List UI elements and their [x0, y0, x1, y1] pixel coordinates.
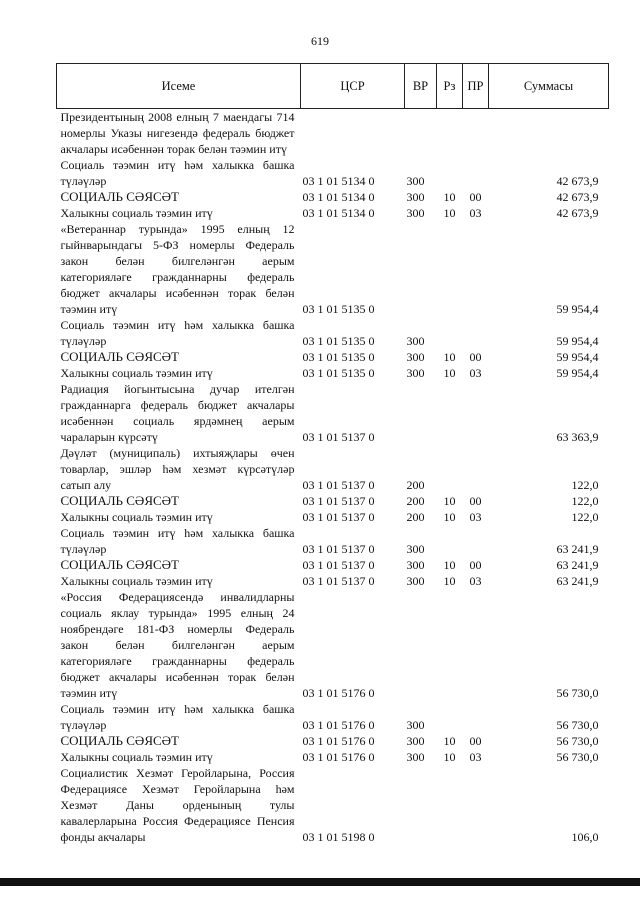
header-vr: ВР: [405, 64, 437, 109]
table-header: [57, 64, 609, 109]
cell-sum: 56 730,0: [556, 686, 599, 700]
cell-rz: [437, 445, 463, 493]
cell-pr: 03: [469, 750, 482, 764]
cell-vr: 300: [406, 334, 425, 348]
cell-vr: [405, 221, 437, 317]
table-row: [57, 733, 609, 749]
cell-pr: 03: [469, 206, 482, 220]
cell-csr: 03 1 01 5137 0: [302, 430, 375, 444]
cell-rz: 10: [443, 510, 456, 524]
cell-sum: 56 730,0: [556, 734, 599, 748]
cell-sum: [489, 109, 609, 158]
cell-vr: 300: [406, 542, 425, 556]
cell-pr: 03: [469, 510, 482, 524]
cell-sum: 59 954,4: [556, 334, 599, 348]
cell-rz: 10: [443, 734, 456, 748]
cell-csr: [301, 109, 405, 158]
cell-rz: 10: [443, 206, 456, 220]
cell-rz: 10: [443, 366, 456, 380]
cell-vr: 200: [406, 510, 425, 524]
cell-name: Халыкны социаль тәэмин итү: [60, 206, 213, 220]
cell-sum: 56 730,0: [556, 750, 599, 764]
cell-sum: 63 241,9: [556, 542, 599, 556]
cell-pr: [463, 317, 489, 349]
cell-csr: 03 1 01 5134 0: [302, 174, 375, 188]
cell-vr: 300: [406, 366, 425, 380]
cell-pr: [463, 525, 489, 557]
cell-csr: 03 1 01 5134 0: [302, 190, 375, 204]
cell-sum: 63 363,9: [556, 430, 599, 444]
table-row: [57, 701, 609, 733]
cell-csr: 03 1 01 5176 0: [302, 750, 375, 764]
cell-name: «Ветераннар турында» 1995 елның 12 гыйнварындагы 5-ФЗ номерлы Федераль закон белән билгеләнгән аерым категорияләге гражданнарны федераль бюджет акчалары исәбеннән торак белән тәэмин итү: [60, 222, 295, 316]
cell-rz: 10: [443, 574, 456, 588]
table-row: [57, 349, 609, 365]
cell-name: СОЦИАЛЬ СӘЯСӘТ: [60, 733, 179, 748]
cell-sum: 122,0: [571, 494, 599, 508]
cell-name: СОЦИАЛЬ СӘЯСӘТ: [60, 493, 179, 508]
cell-sum: 59 954,4: [556, 302, 599, 316]
scan-bottom-edge: [0, 878, 640, 886]
cell-rz: [437, 381, 463, 445]
cell-vr: 200: [406, 478, 425, 492]
cell-rz: [437, 317, 463, 349]
cell-sum: 42 673,9: [556, 206, 599, 220]
cell-csr: 03 1 01 5135 0: [302, 350, 375, 364]
cell-sum: 63 241,9: [556, 574, 599, 588]
table-row: [57, 765, 609, 845]
cell-pr: [463, 157, 489, 189]
cell-rz: 10: [443, 350, 456, 364]
cell-sum: 56 730,0: [556, 718, 599, 732]
table-body: [57, 109, 609, 846]
cell-vr: [405, 589, 437, 701]
cell-name: Халыкны социаль тәэмин итү: [60, 750, 213, 764]
table-row: [57, 525, 609, 557]
cell-vr: 300: [406, 574, 425, 588]
cell-rz: [437, 589, 463, 701]
table-row: [57, 365, 609, 381]
cell-sum: 59 954,4: [556, 350, 599, 364]
cell-rz: 10: [443, 558, 456, 572]
cell-rz: [437, 109, 463, 158]
cell-pr: [463, 445, 489, 493]
cell-pr: 03: [469, 366, 482, 380]
cell-sum: 122,0: [571, 510, 599, 524]
cell-csr: 03 1 01 5137 0: [302, 478, 375, 492]
cell-csr: 03 1 01 5134 0: [302, 206, 375, 220]
table-row: [57, 557, 609, 573]
cell-pr: 00: [469, 190, 482, 204]
cell-sum: 42 673,9: [556, 190, 599, 204]
cell-csr: 03 1 01 5176 0: [302, 718, 375, 732]
cell-rz: 10: [443, 494, 456, 508]
table-row: [57, 749, 609, 765]
cell-name: СОЦИАЛЬ СӘЯСӘТ: [60, 189, 179, 204]
cell-vr: 300: [406, 350, 425, 364]
cell-vr: [405, 765, 437, 845]
cell-sum: 106,0: [571, 830, 599, 844]
cell-vr: 300: [406, 718, 425, 732]
cell-csr: 03 1 01 5135 0: [302, 334, 375, 348]
cell-csr: 03 1 01 5176 0: [302, 686, 375, 700]
cell-pr: [463, 701, 489, 733]
cell-name: Радиация йогынтысына дучар ителгән гражданнарга федераль бюджет акчалары исәбеннән социаль ярдәмнең аерым чараларын күрсәтү: [60, 382, 295, 444]
table-row: [57, 493, 609, 509]
cell-vr: 300: [406, 190, 425, 204]
cell-sum: 63 241,9: [556, 558, 599, 572]
table-row: [57, 573, 609, 589]
cell-vr: 300: [406, 206, 425, 220]
cell-csr: 03 1 01 5137 0: [302, 574, 375, 588]
cell-name: Халыкны социаль тәэмин итү: [60, 366, 213, 380]
cell-rz: [437, 157, 463, 189]
header-csr: ЦСР: [301, 64, 405, 109]
cell-rz: [437, 701, 463, 733]
cell-pr: 03: [469, 574, 482, 588]
cell-csr: 03 1 01 5137 0: [302, 494, 375, 508]
table-row: [57, 109, 609, 158]
cell-name: СОЦИАЛЬ СӘЯСӘТ: [60, 349, 179, 364]
cell-pr: [463, 109, 489, 158]
table-row: [57, 381, 609, 445]
cell-vr: 300: [406, 558, 425, 572]
cell-pr: [463, 221, 489, 317]
cell-rz: [437, 765, 463, 845]
table-row: [57, 317, 609, 349]
cell-name: Социаль тәэмин итү һәм халыкка башка түләүләр: [60, 318, 295, 348]
cell-name: «Россия Федерациясендә инвалидларны социаль яклау турында» 1995 елның 24 ноябрендәге 181-ФЗ номерлы Федераль закон белән билгеләнгән аерым категорияләге гражданнарны федераль бюджет акчалары исәбеннән торак белән тәэмин итү: [60, 590, 295, 700]
cell-vr: 300: [406, 174, 425, 188]
header-sum: Суммасы: [489, 64, 609, 109]
cell-vr: 200: [406, 494, 425, 508]
cell-sum: 59 954,4: [556, 366, 599, 380]
cell-csr: 03 1 01 5135 0: [302, 366, 375, 380]
cell-pr: [463, 381, 489, 445]
cell-csr: 03 1 01 5137 0: [302, 510, 375, 524]
cell-name: Президентының 2008 елның 7 маендагы 714 номерлы Указы нигезендә федераль бюджет акчалары исәбеннән торак белән тәэмин итү: [60, 110, 295, 156]
cell-name: СОЦИАЛЬ СӘЯСӘТ: [60, 557, 179, 572]
cell-name: Халыкны социаль тәэмин итү: [60, 510, 213, 524]
budget-table: [56, 63, 609, 845]
cell-sum: 122,0: [571, 478, 599, 492]
cell-csr: 03 1 01 5198 0: [302, 830, 375, 844]
cell-rz: 10: [443, 190, 456, 204]
cell-csr: 03 1 01 5135 0: [302, 302, 375, 316]
header-rz: Рз: [437, 64, 463, 109]
cell-pr: 00: [469, 494, 482, 508]
cell-csr: 03 1 01 5176 0: [302, 734, 375, 748]
table-row: [57, 205, 609, 221]
table-row: [57, 445, 609, 493]
cell-name: Дәүләт (муниципаль) ихтыяҗлары өчен товарлар, эшләр һәм хезмәт күрсәтүләр сатып алу: [60, 446, 295, 492]
budget-table-container: [56, 63, 608, 845]
cell-pr: 00: [469, 558, 482, 572]
cell-pr: 00: [469, 350, 482, 364]
cell-pr: [463, 765, 489, 845]
cell-pr: 00: [469, 734, 482, 748]
cell-name: Социаль тәэмин итү һәм халыкка башка түләүләр: [60, 702, 295, 732]
cell-vr: 300: [406, 734, 425, 748]
cell-name: Социалистик Хезмәт Геройларына, Россия Федерациясе Хезмәт Геройларына һәм Хезмәт Даны орденының тулы кавалерларына Россия Федерациясе Пенсия фонды акчалары: [60, 766, 295, 844]
cell-rz: [437, 525, 463, 557]
cell-vr: [405, 381, 437, 445]
cell-csr: 03 1 01 5137 0: [302, 558, 375, 572]
cell-name: Халыкны социаль тәэмин итү: [60, 574, 213, 588]
cell-rz: [437, 221, 463, 317]
cell-name: Социаль тәэмин итү һәм халыкка башка түләүләр: [60, 526, 295, 556]
cell-name: Социаль тәэмин итү һәм халыкка башка түләүләр: [60, 158, 295, 188]
cell-sum: 42 673,9: [556, 174, 599, 188]
cell-csr: 03 1 01 5137 0: [302, 542, 375, 556]
table-row: [57, 589, 609, 701]
cell-vr: 300: [406, 750, 425, 764]
cell-rz: 10: [443, 750, 456, 764]
table-row: [57, 157, 609, 189]
table-row: [57, 221, 609, 317]
table-row: [57, 509, 609, 525]
table-row: [57, 189, 609, 205]
header-pr: ПР: [463, 64, 489, 109]
cell-pr: [463, 589, 489, 701]
cell-vr: [405, 109, 437, 158]
page-number: 619: [311, 34, 329, 48]
header-name: Исеме: [57, 64, 301, 109]
